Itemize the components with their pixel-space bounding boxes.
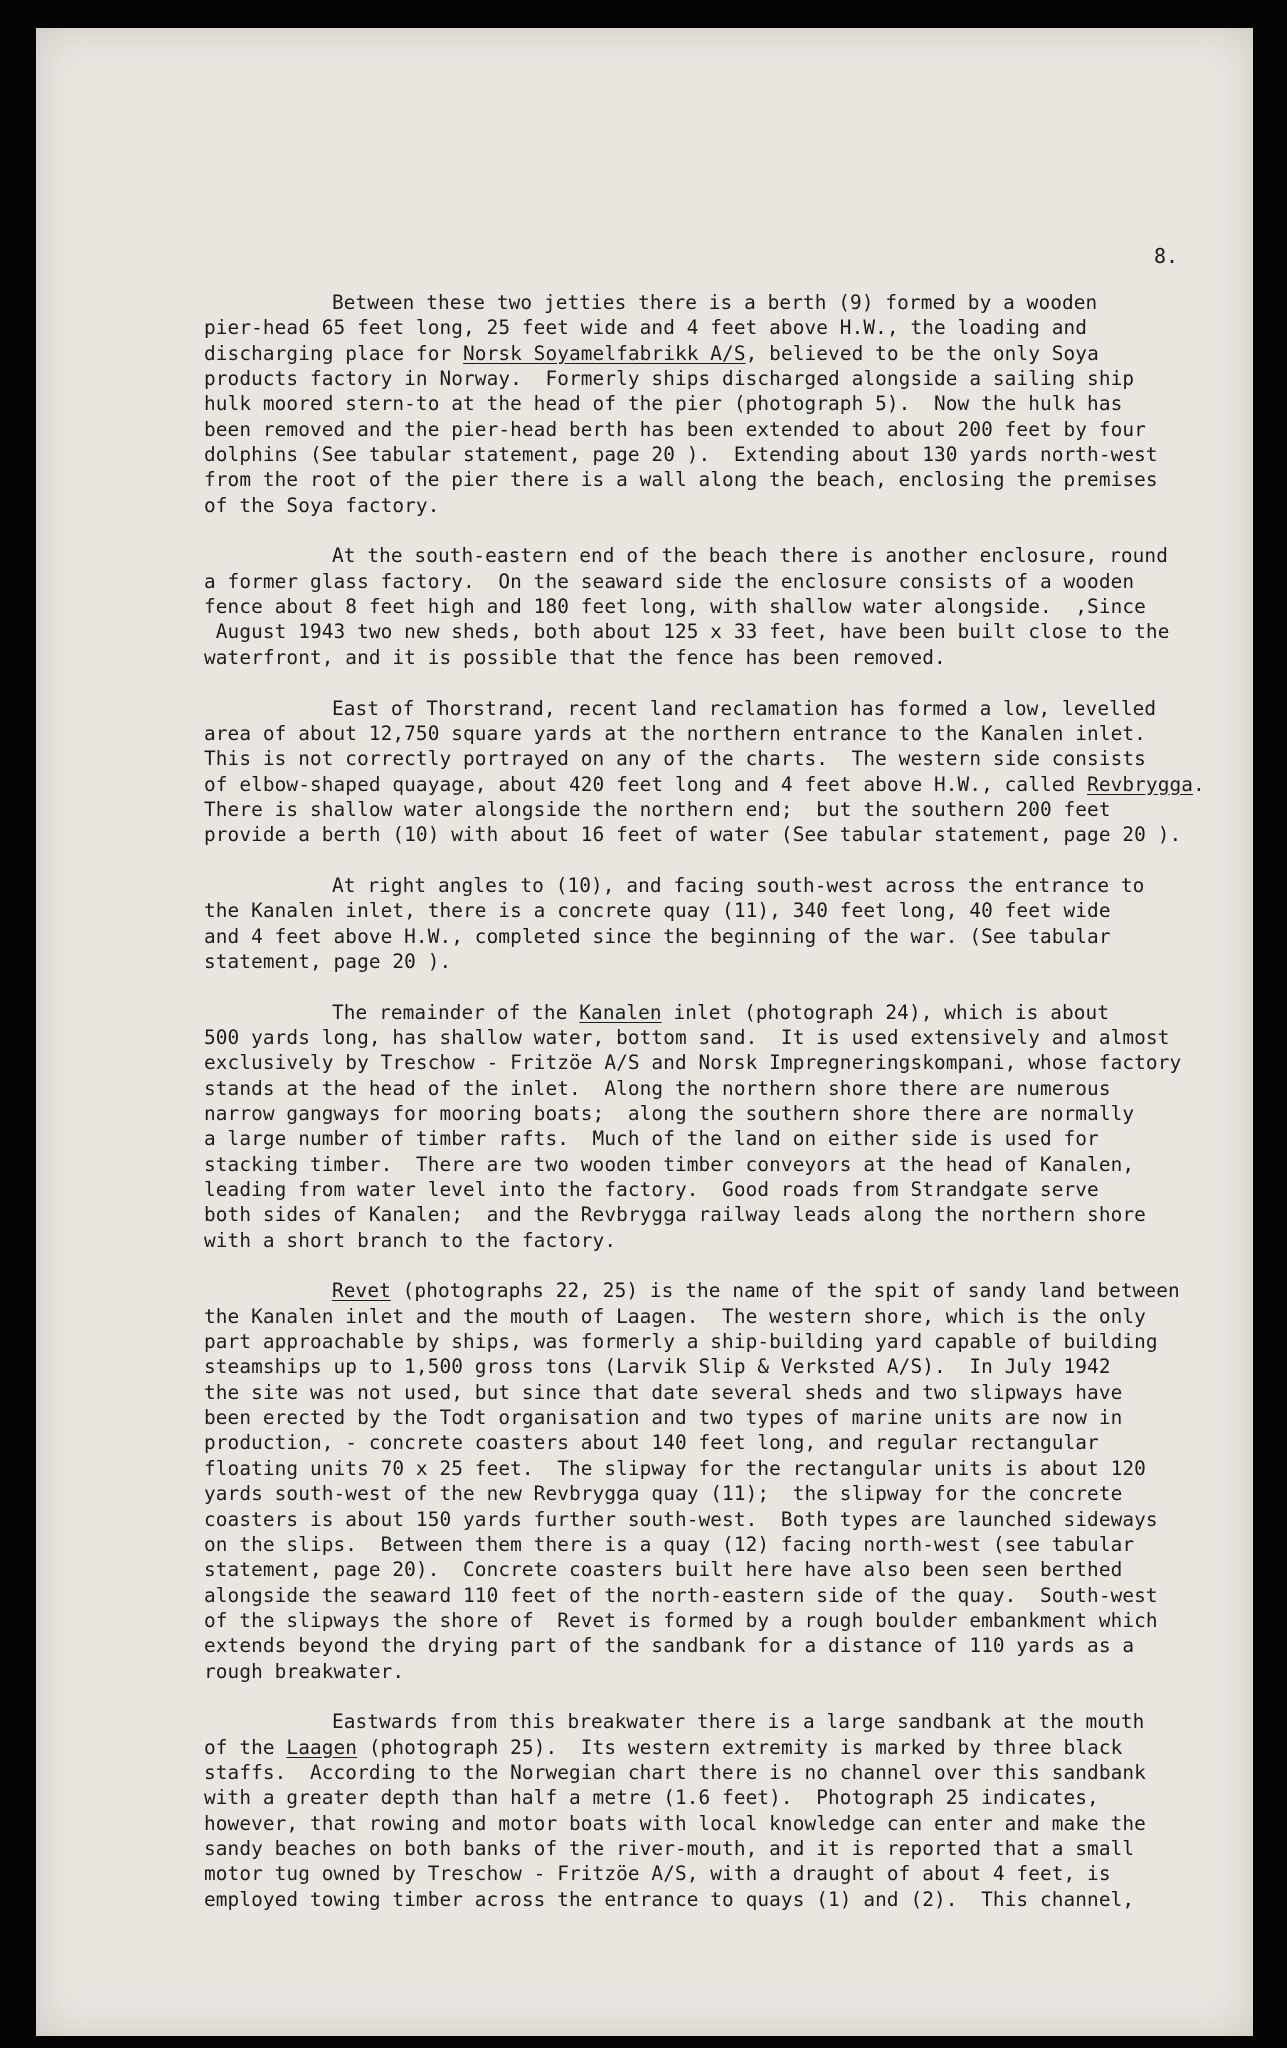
text-line xyxy=(204,290,1264,315)
text-run: however, that rowing and motor boats with local knowledge can enter and make the xyxy=(204,1811,1146,1835)
text-run: statement, page 20). Concrete coasters built here have also been seen berthed xyxy=(204,1558,1123,1582)
text-run: floating units 70 x 25 feet. The slipway for the rectangular units is about 120 xyxy=(204,1456,1146,1480)
text-run: both sides of Kanalen; and the Revbrygga railway leads along the northern shore xyxy=(204,1203,1146,1227)
text-run: stands at the head of the inlet. Along the northern shore there are numerous xyxy=(204,1076,1111,1100)
text-run: sandy beaches on both banks of the river-mouth, and it is reported that a small xyxy=(204,1836,1135,1860)
text-run: of the slipways the shore of Revet is formed by a rough boulder embankment which xyxy=(204,1608,1158,1632)
text-run: The remainder of the xyxy=(332,1000,580,1024)
text-line xyxy=(204,1278,1264,1303)
text-line xyxy=(204,1152,1264,1177)
text-line xyxy=(204,1050,1264,1075)
text-run: Eastwards from this breakwater there is a large sandbank at the mouth xyxy=(332,1710,1145,1734)
text-line xyxy=(204,772,1264,797)
text-line xyxy=(204,1735,1264,1760)
text-run: on the slips. Between them there is a quay (12) facing north-west (see tabular xyxy=(204,1532,1135,1556)
text-run: rough breakwater. xyxy=(204,1659,405,1683)
text-line xyxy=(204,1583,1264,1608)
text-line xyxy=(204,341,1264,366)
text-run: leading from water level into the factory. Good roads from Strandgate serve xyxy=(204,1178,1099,1202)
text-run: with a short branch to the factory. xyxy=(204,1228,617,1252)
text-line xyxy=(204,797,1264,822)
text-line xyxy=(204,898,1264,923)
text-run: part approachable by ships, was formerly a ship-building yard capable of building xyxy=(204,1330,1158,1354)
text-line xyxy=(204,1481,1264,1506)
text-line xyxy=(204,822,1264,847)
text-run: narrow gangways for mooring boats; along the southern shore there are normally xyxy=(204,1102,1135,1125)
text-run: fence about 8 feet high and 180 feet long, with shallow water alongside. ,Since xyxy=(204,595,1146,619)
text-line xyxy=(204,1811,1264,1836)
text-run: steamships up to 1,500 gross tons (Larvik Slip & Verksted A/S). In July 1942 xyxy=(204,1355,1111,1379)
text-line xyxy=(204,746,1264,771)
text-line xyxy=(204,391,1264,416)
text-line xyxy=(204,1430,1264,1455)
text-line xyxy=(204,1709,1264,1734)
text-run: . xyxy=(1193,772,1205,796)
text-line xyxy=(204,1000,1264,1025)
text-line xyxy=(204,442,1264,467)
text-run: with a greater depth than half a metre (1.6 feet). Photograph 25 indicates, xyxy=(204,1786,1099,1810)
text-run: area of about 12,750 square yards at the northern entrance to the Kanalen inlet. xyxy=(204,721,1146,745)
text-run: provide a berth (10) with about 16 feet of water (See tabular statement, page 20 ). xyxy=(204,823,1182,847)
text-line xyxy=(204,315,1264,340)
text-run: exclusively by Treschow - Fritzöe A/S and Norsk Impregneringskompani, whose factory xyxy=(204,1051,1182,1075)
text-line xyxy=(204,1608,1264,1633)
text-run: dolphins (See tabular statement, page 20 ). Extending about 130 yards north-west xyxy=(204,443,1158,467)
text-line xyxy=(204,1456,1264,1481)
text-line xyxy=(204,924,1264,949)
text-run: pier-head 65 feet long, 25 feet wide and 4 feet above H.W., the loading and xyxy=(204,316,1088,340)
text-line xyxy=(204,1177,1264,1202)
text-run: employed towing timber across the entrance to quays (1) and (2). This channel, xyxy=(204,1887,1135,1911)
text-run: 500 yards long, has shallow water, bottom sand. It is used extensively and almost xyxy=(204,1025,1170,1049)
text-line xyxy=(204,1861,1264,1886)
text-run: alongside the seaward 110 feet of the north-eastern side of the quay. South-west xyxy=(204,1583,1158,1607)
text-run: (photographs 22, 25) is the name of the spit of sandy land between xyxy=(390,1279,1180,1303)
document-body xyxy=(204,290,1264,1937)
text-run: Between these two jetties there is a berth (9) formed by a wooden xyxy=(332,291,1098,314)
underlined-term: Kanalen xyxy=(579,1000,662,1024)
paragraph xyxy=(204,873,1264,974)
text-line xyxy=(204,619,1264,644)
underlined-term: Revbrygga xyxy=(1087,772,1194,796)
text-line xyxy=(204,1380,1264,1405)
text-run: been erected by the Todt organisation and two types of marine units are now in xyxy=(204,1406,1123,1430)
text-line xyxy=(204,1076,1264,1101)
text-line xyxy=(204,721,1264,746)
text-run: There is shallow water alongside the northern end; but the southern 200 feet xyxy=(204,797,1111,821)
text-run: the Kanalen inlet and the mouth of Laagen. The western shore, which is the only xyxy=(204,1304,1146,1328)
text-run: (photograph 25). Its western extremity is marked by three black xyxy=(357,1735,1123,1759)
text-line xyxy=(204,1633,1264,1658)
text-run: of the Soya factory. xyxy=(204,493,440,517)
text-line xyxy=(204,366,1264,391)
text-line xyxy=(204,1405,1264,1430)
text-run: East of Thorstrand, recent land reclamation has formed a low, levelled xyxy=(332,696,1157,720)
paragraph xyxy=(204,1000,1264,1253)
text-run: a large number of timber rafts. Much of the land on either side is used for xyxy=(204,1127,1099,1151)
underlined-term: Norsk Soyamelfabrikk A/S xyxy=(463,341,746,365)
text-line xyxy=(204,1354,1264,1379)
text-line xyxy=(204,1304,1264,1329)
text-run: of elbow-shaped quayage, about 420 feet long and 4 feet above H.W., called xyxy=(204,772,1088,796)
text-line xyxy=(204,543,1264,568)
text-run: inlet (photograph 24), which is about xyxy=(661,1000,1110,1024)
text-line xyxy=(204,1329,1264,1354)
underlined-term: Revet xyxy=(332,1279,391,1303)
text-line xyxy=(204,1202,1264,1227)
text-run: motor tug owned by Treschow - Fritzöe A/S, with a draught of about 4 feet, is xyxy=(204,1862,1111,1886)
text-line xyxy=(204,1836,1264,1861)
text-line xyxy=(204,1659,1264,1684)
text-run: and 4 feet above H.W., completed since the beginning of the war. (See tabular xyxy=(204,924,1111,948)
text-line xyxy=(204,1507,1264,1532)
text-run: statement, page 20 ). xyxy=(204,949,452,973)
text-run: the site was not used, but since that date several sheds and two slipways have xyxy=(204,1380,1123,1404)
text-line xyxy=(204,1101,1264,1126)
text-line xyxy=(204,949,1264,974)
paragraph xyxy=(204,1278,1264,1684)
text-run: At the south-eastern end of the beach there is another enclosure, round xyxy=(332,544,1168,568)
text-line xyxy=(204,594,1264,619)
text-run: yards south-west of the new Revbrygga quay (11); the slipway for the concrete xyxy=(204,1482,1123,1506)
text-line xyxy=(204,873,1264,898)
text-line xyxy=(204,493,1264,518)
text-run: products factory in Norway. Formerly ships discharged alongside a sailing ship xyxy=(204,367,1135,391)
text-run: been removed and the pier-head berth has been extended to about 200 feet by four xyxy=(204,417,1146,441)
text-run: waterfront, and it is possible that the fence has been removed. xyxy=(204,645,946,669)
paragraph xyxy=(204,543,1264,670)
text-line xyxy=(204,1760,1264,1785)
text-run: hulk moored stern-to at the head of the pier (photograph 5). Now the hulk has xyxy=(204,392,1123,416)
text-run: August 1943 two new sheds, both about 125 x 33 feet, have been built close to the xyxy=(204,620,1170,644)
text-line xyxy=(204,1532,1264,1557)
text-run: from the root of the pier there is a wall along the beach, enclosing the premises xyxy=(204,468,1158,492)
underlined-term: Laagen xyxy=(286,1735,358,1759)
text-run: extends beyond the drying part of the sandbank for a distance of 110 yards as a xyxy=(204,1634,1135,1658)
text-run: a former glass factory. On the seaward side the enclosure consists of a wooden xyxy=(204,569,1135,593)
text-run: production, - concrete coasters about 140 feet long, and regular rectangular xyxy=(204,1431,1099,1455)
text-run: the Kanalen inlet, there is a concrete quay (11), 340 feet long, 40 feet wide xyxy=(204,899,1111,923)
text-run: At right angles to (10), and facing south-west across the entrance to xyxy=(332,873,1145,897)
text-line xyxy=(204,645,1264,670)
text-run: coasters is about 150 yards further south-west. Both types are launched sideways xyxy=(204,1507,1158,1531)
paragraph xyxy=(204,696,1264,848)
paragraph xyxy=(204,290,1264,518)
text-line xyxy=(204,1126,1264,1151)
text-run: , believed to be the only Soya xyxy=(745,341,1099,365)
text-line xyxy=(204,1887,1264,1912)
text-run: of the xyxy=(204,1735,287,1759)
text-line xyxy=(204,1785,1264,1810)
text-run: discharging place for xyxy=(204,341,464,365)
text-line xyxy=(204,417,1264,442)
text-line xyxy=(204,696,1264,721)
text-run: stacking timber. There are two wooden timber conveyors at the head of Kanalen, xyxy=(204,1152,1135,1176)
text-line xyxy=(204,569,1264,594)
text-line xyxy=(204,1557,1264,1582)
text-line xyxy=(204,467,1264,492)
text-line xyxy=(204,1228,1264,1253)
page-number: 8. xyxy=(1154,244,1179,268)
document-page xyxy=(36,28,1253,2036)
text-run: staffs. According to the Norwegian chart there is no channel over this sandbank xyxy=(204,1760,1146,1784)
text-run: This is not correctly portrayed on any of the charts. The western side consists xyxy=(204,747,1146,771)
text-line xyxy=(204,1025,1264,1050)
paragraph xyxy=(204,1709,1264,1912)
